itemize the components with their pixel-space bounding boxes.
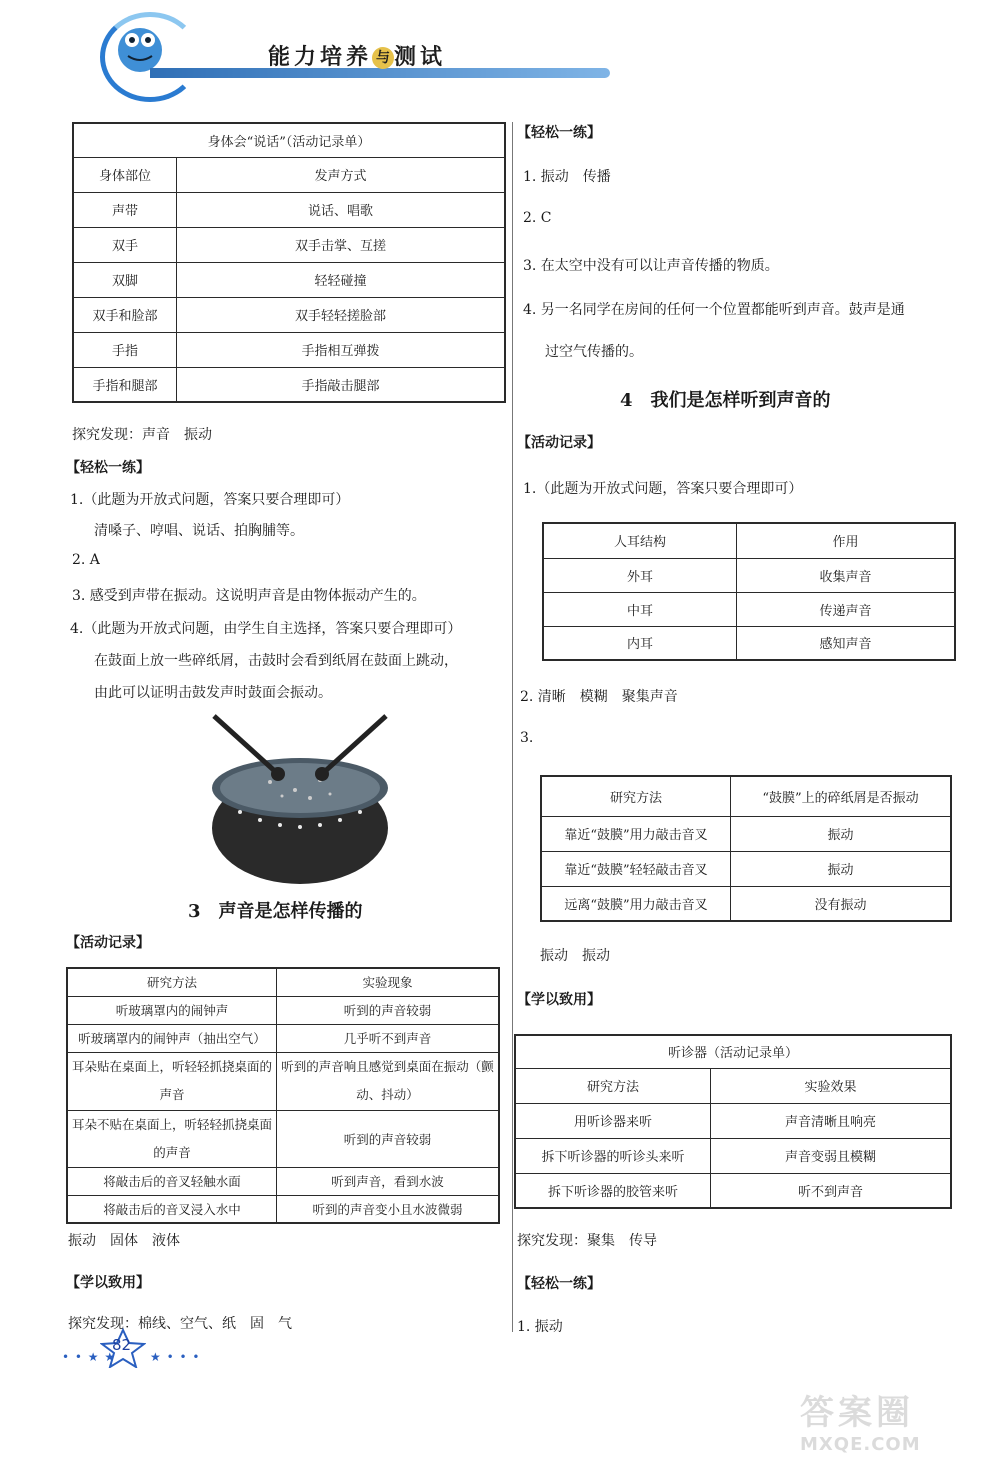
answer-item: 3. [520, 730, 534, 746]
table-cell: 靠近“鼓膜”用力敲击音叉 [541, 816, 731, 851]
table-cell: 双脚 [73, 262, 177, 297]
practice-heading: 【轻松一练】 [517, 125, 601, 141]
table-cell: 振动 [731, 816, 952, 851]
answer-item: 1. 振动 [517, 1319, 563, 1335]
decorative-dots: ★ • • • [150, 1350, 201, 1364]
watermark: 答案圈 MXQE.COM [800, 1393, 921, 1455]
table-cell: 声音清晰且响亮 [711, 1103, 952, 1138]
table-header: 研究方法 [515, 1068, 711, 1103]
table-row [515, 1138, 951, 1173]
table-cell: 内耳 [543, 626, 737, 660]
section-title: 4 我们是怎样听到声音的 [620, 390, 831, 411]
table-row [515, 1173, 951, 1208]
table-cell: 双手 [73, 227, 177, 262]
answer-item: 1. 振动 传播 [523, 169, 611, 185]
table-row [541, 851, 951, 886]
table-row [543, 626, 955, 660]
table-header: 实验现象 [277, 968, 500, 996]
table-cell: 传递声音 [737, 592, 956, 626]
table-header: 发声方式 [177, 157, 506, 192]
table-cell: 听不到声音 [711, 1173, 952, 1208]
table-header: 人耳结构 [543, 523, 737, 558]
table-cell: 拆下听诊器的胶管来听 [515, 1173, 711, 1208]
answer-item: 2. 清晰 模糊 聚集声音 [520, 689, 678, 705]
table-row [73, 332, 505, 367]
apply-heading: 【学以致用】 [517, 992, 601, 1008]
table-cell: 耳朵不贴在桌面上，听轻轻抓挠桌面的声音 [67, 1110, 277, 1167]
table-cell: 听玻璃罩内的闹钟声 [67, 996, 277, 1024]
table-header: 作用 [737, 523, 956, 558]
column-divider [512, 122, 513, 1332]
table-cell: 没有振动 [731, 886, 952, 921]
answer-item: 由此可以证明击鼓发声时鼓面会振动。 [94, 685, 332, 701]
answer-item: 1.（此题为开放式问题，答案只要合理即可） [70, 492, 350, 508]
table-header: “鼓膜”上的碎纸屑是否振动 [731, 776, 952, 816]
table-cell: 双手击掌、互搓 [177, 227, 506, 262]
table-row [515, 1103, 951, 1138]
answer-text: 振动 振动 [540, 948, 610, 964]
table-cell: 双手和脸部 [73, 297, 177, 332]
eardrum-table [540, 775, 952, 922]
table-cell: 手指敲击腿部 [177, 367, 506, 402]
table-cell: 听玻璃罩内的闹钟声（抽出空气） [67, 1024, 277, 1052]
table-row [73, 297, 505, 332]
table-cell: 将敲击后的音叉轻触水面 [67, 1167, 277, 1195]
table-row [543, 592, 955, 626]
table-header: 实验效果 [711, 1068, 952, 1103]
question-text: 1.（此题为开放式问题，答案只要合理即可） [523, 481, 803, 497]
page-header-title: 能力培养 与 测试 [268, 45, 447, 70]
header-title-badge: 与 [372, 47, 394, 69]
table-row [541, 886, 951, 921]
table-cell: 手指 [73, 332, 177, 367]
table-caption: 听诊器（活动记录单） [515, 1035, 951, 1068]
sound-transmission-table [66, 967, 500, 1224]
discovery-text: 探究发现：声音 振动 [72, 427, 212, 443]
table-cell: 远离“鼓膜”用力敲击音叉 [541, 886, 731, 921]
answer-item: 2. C [523, 210, 552, 226]
answer-item: 3. 在太空中没有可以让声音传播的物质。 [523, 258, 779, 274]
discovery-text: 探究发现：聚集 传导 [517, 1233, 657, 1249]
table-cell: 靠近“鼓膜”轻轻敲击音叉 [541, 851, 731, 886]
table-row [67, 1195, 499, 1223]
table-cell: 中耳 [543, 592, 737, 626]
table-cell: 感知声音 [737, 626, 956, 660]
table-row [543, 558, 955, 592]
discovery-text: 探究发现：棉线、空气、纸 固 气 [68, 1316, 292, 1332]
table-caption: 身体会“说话”（活动记录单） [73, 123, 505, 157]
table-cell: 拆下听诊器的听诊头来听 [515, 1138, 711, 1173]
table-cell: 说话、唱歌 [177, 192, 506, 227]
table-cell: 手指相互弹拨 [177, 332, 506, 367]
stethoscope-table [514, 1034, 952, 1209]
answer-item: 4. 另一名同学在房间的任何一个位置都能听到声音。鼓声是通 [523, 302, 905, 318]
table-row [73, 227, 505, 262]
answer-item: 在鼓面上放一些碎纸屑，击鼓时会看到纸屑在鼓面上跳动， [94, 653, 458, 669]
apply-heading: 【学以致用】 [66, 1275, 150, 1291]
ear-structure-table [542, 522, 956, 661]
table-cell: 声带 [73, 192, 177, 227]
answer-text: 振动 固体 液体 [68, 1233, 180, 1249]
answer-item: 清嗓子、哼唱、说话、拍胸脯等。 [94, 523, 304, 539]
table-cell: 听到声音，看到水波 [277, 1167, 500, 1195]
section-title: 3 声音是怎样传播的 [188, 901, 363, 922]
practice-heading: 【轻松一练】 [517, 1276, 601, 1292]
table-cell: 外耳 [543, 558, 737, 592]
table-header: 身体部位 [73, 157, 177, 192]
table-row [73, 262, 505, 297]
answer-item: 4.（此题为开放式问题，由学生自主选择，答案只要合理即可） [70, 621, 462, 637]
table-cell: 听到的声音变小且水波微弱 [277, 1195, 500, 1223]
answer-item: 2. A [72, 552, 100, 568]
table-cell: 手指和腿部 [73, 367, 177, 402]
activity-heading: 【活动记录】 [517, 435, 601, 451]
answer-item: 3. 感受到声带在振动。这说明声音是由物体振动产生的。 [72, 588, 426, 604]
table-cell: 将敲击后的音叉浸入水中 [67, 1195, 277, 1223]
drum-illustration [200, 710, 400, 885]
table-cell: 几乎听不到声音 [277, 1024, 500, 1052]
table-cell: 听到的声音较弱 [277, 996, 500, 1024]
table-cell: 收集声音 [737, 558, 956, 592]
table-row [67, 996, 499, 1024]
table-header: 研究方法 [541, 776, 731, 816]
activity-heading: 【活动记录】 [66, 935, 150, 951]
table-row [67, 1024, 499, 1052]
table-row [541, 816, 951, 851]
decorative-dots: • • ★ ★ [62, 1350, 117, 1364]
table-cell: 声音变弱且模糊 [711, 1138, 952, 1173]
table-cell: 听到的声音较弱 [277, 1110, 500, 1167]
body-sound-table [72, 122, 506, 403]
table-cell: 振动 [731, 851, 952, 886]
table-cell: 听到的声音响且感觉到桌面在振动（颤动、抖动） [277, 1052, 500, 1110]
table-cell: 耳朵贴在桌面上，听轻轻抓挠桌面的声音 [67, 1052, 277, 1110]
table-row [73, 192, 505, 227]
table-cell: 轻轻碰撞 [177, 262, 506, 297]
table-row [67, 1167, 499, 1195]
page-number: 82 [112, 1336, 132, 1354]
table-row [67, 1110, 499, 1167]
answer-item: 过空气传播的。 [545, 344, 643, 360]
table-header: 研究方法 [67, 968, 277, 996]
table-cell: 双手轻轻搓脸部 [177, 297, 506, 332]
practice-heading: 【轻松一练】 [66, 460, 150, 476]
table-row [73, 367, 505, 402]
table-cell: 用听诊器来听 [515, 1103, 711, 1138]
table-row [67, 1052, 499, 1110]
